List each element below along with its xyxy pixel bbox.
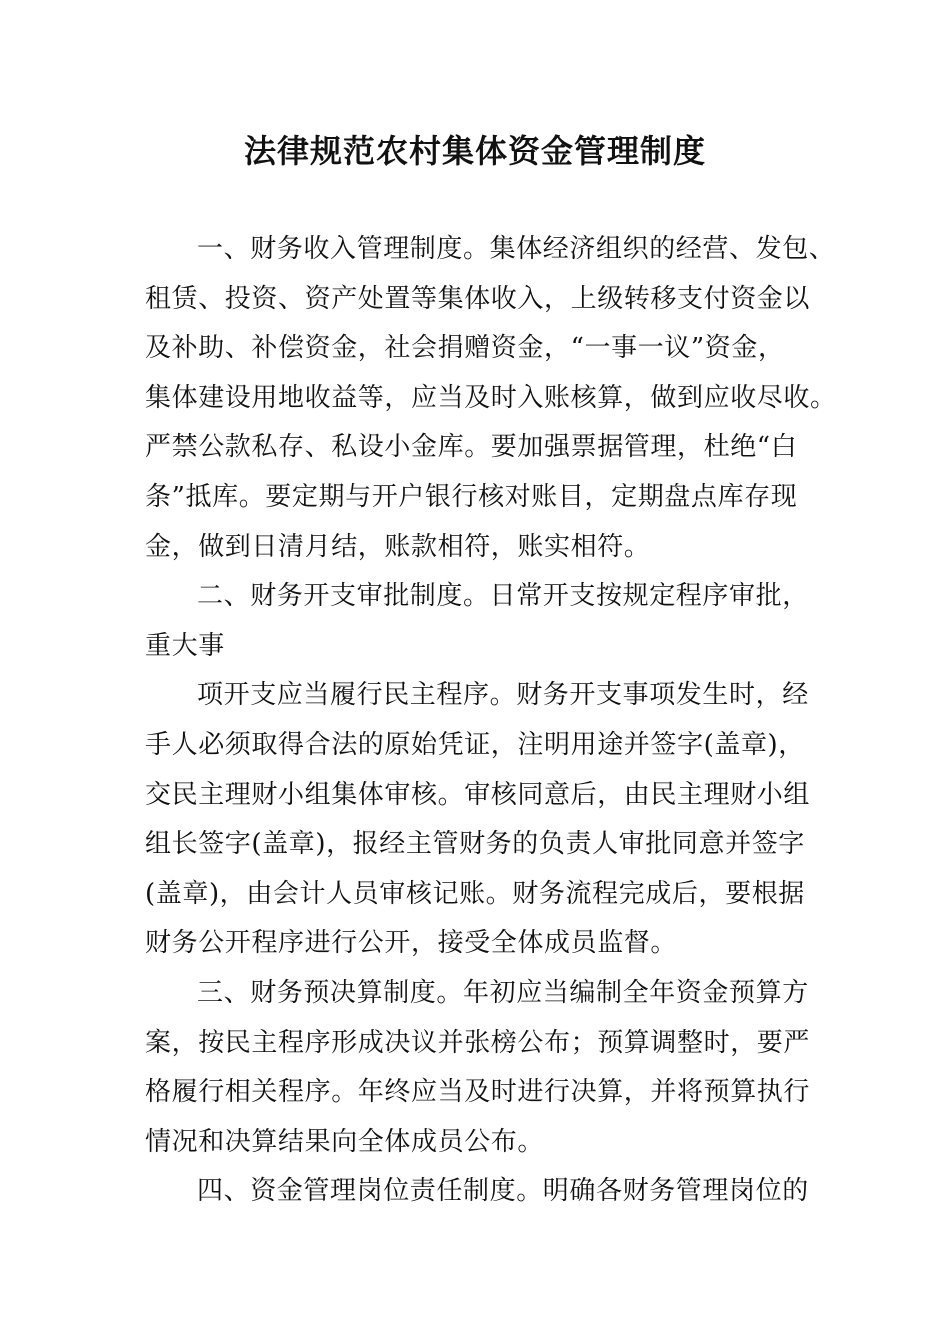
text-line: 严禁公款私存、私设小金库。要加强票据管理，杜绝“白	[145, 432, 798, 463]
text-line: 集体建设用地收益等，应当及时入账核算，做到应收尽收。	[145, 382, 837, 413]
text-line: 财务公开程序进行公开，接受全体成员监督。	[145, 928, 678, 959]
text-line: 金，做到日清月结，账款相符，账实相符。	[145, 531, 651, 562]
text-line: 组长签字(盖章)，报经主管财务的负责人审批同意并签字	[145, 829, 805, 860]
text-line: 交民主理财小组集体审核。审核同意后，由民主理财小组	[145, 779, 811, 810]
text-line: 项开支应当履行民主程序。财务开支事项发生时，经	[197, 680, 809, 711]
text-line: 重大事	[145, 630, 225, 661]
text-line: 一、财务收入管理制度。集体经济组织的经营、发包、	[197, 234, 836, 264]
document-title: 法律规范农村集体资金管理制度	[243, 132, 706, 170]
text-line: 三、财务预决算制度。年初应当编制全年资金预算方	[197, 977, 809, 1008]
text-line: 情况和决算结果向全体成员公布。	[145, 1126, 545, 1157]
text-line: 二、财务开支审批制度。日常开支按规定程序审批，	[197, 581, 809, 612]
text-line: 及补助、补偿资金，社会捐赠资金，“一事一议”资金，	[145, 333, 785, 364]
text-line: 手人必须取得合法的原始凭证，注明用途并签字(盖章)，	[145, 729, 805, 760]
text-line: (盖章)，由会计人员审核记账。财务流程完成后，要根据	[145, 878, 805, 909]
text-line: 租赁、投资、资产处置等集体收入，上级转移支付资金以	[145, 283, 811, 314]
text-line: 条”抵库。要定期与开户银行核对账目，定期盘点库存现	[145, 481, 798, 512]
text-line: 案，按民主程序形成决议并张榜公布；预算调整时，要严	[145, 1027, 811, 1058]
text-line: 格履行相关程序。年终应当及时进行决算，并将预算执行	[145, 1077, 811, 1108]
text-line: 四、资金管理岗位责任制度。明确各财务管理岗位的	[197, 1176, 809, 1207]
document-body	[145, 225, 835, 1217]
